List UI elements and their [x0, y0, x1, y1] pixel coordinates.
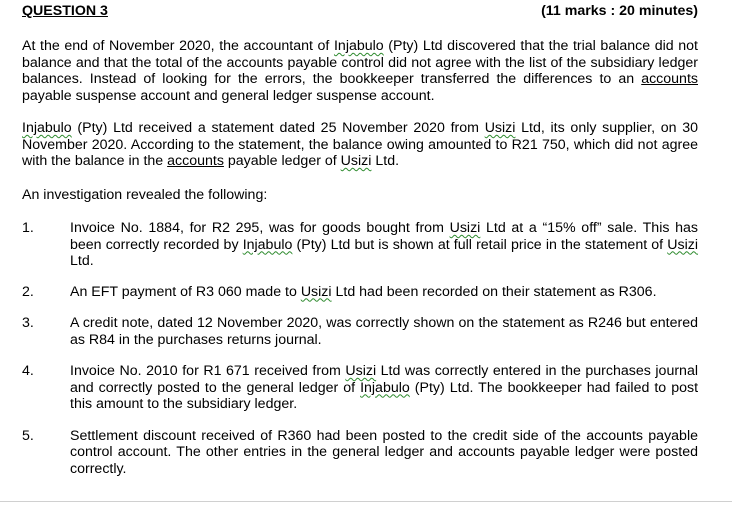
company-name: Injabulo [22, 120, 72, 136]
item-text: Invoice No. 2010 for R1 671 received from Usizi Ltd was correctly entered in the purchases journal and correctly posted to the general ledger of Injabulo (Pty) Ltd. The bookkeeper had failed to post this amount to the subsidiary ledger. [70, 363, 699, 412]
question-marks [529, 3, 698, 19]
findings-list [22, 220, 698, 477]
item-number: 2. [22, 283, 34, 300]
list-item [22, 315, 698, 348]
paragraph-investigation: An investigation revealed the following: [22, 186, 268, 203]
list-item [22, 284, 698, 301]
list-item [22, 428, 698, 478]
accounts-word: accounts [167, 153, 224, 169]
supplier-name: Usizi [340, 153, 372, 169]
item-number: 5. [22, 427, 34, 444]
supplier-name: Usizi [484, 120, 516, 136]
supplier-name: Usizi [300, 283, 332, 300]
item-text: Settlement discount received of R360 had been posted to the credit side of the accounts payable control account. The other entries in the general ledger and accounts payable ledger were posted correctly. [70, 427, 698, 477]
item-number: 4. [22, 363, 34, 379]
accounts-word: accounts [641, 71, 698, 87]
supplier-name: Usizi [345, 363, 377, 379]
marks-text: (11 marks : 20 minutes) [541, 3, 698, 19]
document-page [22, 0, 698, 477]
question-heading [22, 3, 698, 25]
page-bottom-divider [0, 501, 732, 502]
paragraph-background: At the end of November 2020, the accountant of Injabulo (Pty) Ltd discovered that the trial balance did not balance and that the total of the accounts payable control did not agree with the list of the subsidiary ledger balances. Instead of looking for the errors, the bookkeeper transferred the differences to an accounts payable suspense account and general ledger suspense account. [22, 38, 698, 104]
supplier-name: Usizi [449, 220, 481, 236]
item-number: 3. [22, 315, 34, 331]
item-text: A credit note, dated 12 November 2020, was correctly shown on the statement as R246 but entered as R84 in the purchases returns journal. [70, 315, 698, 348]
question-title: QUESTION 3 [22, 3, 108, 19]
supplier-name: Usizi [667, 236, 699, 253]
list-item [22, 363, 698, 413]
list-item [22, 220, 698, 270]
company-name: Injabulo [333, 38, 384, 54]
item-text: An EFT payment of R3 060 made to Usizi Ltd had been recorded on their statement as R306. [70, 283, 657, 300]
company-name: Injabulo [360, 379, 410, 396]
company-name: Injabulo [242, 236, 293, 253]
item-number: 1. [22, 220, 34, 236]
item-text: Invoice No. 1884, for R2 295, was for goods bought from Usizi Ltd at a “15% off” sale. This has been correctly recorded by Injabulo (Pty) Ltd but is shown at full retail price in the statement of Usizi Ltd. [70, 220, 699, 269]
paragraph-statement: Injabulo (Pty) Ltd received a statement dated 25 November 2020 from Usizi Ltd, its only supplier, on 30 November 2020. According to the statement, the balance owing amounted to R21 750, which did not agree with the balance in the accounts payable ledger of Usizi Ltd. [22, 120, 698, 169]
